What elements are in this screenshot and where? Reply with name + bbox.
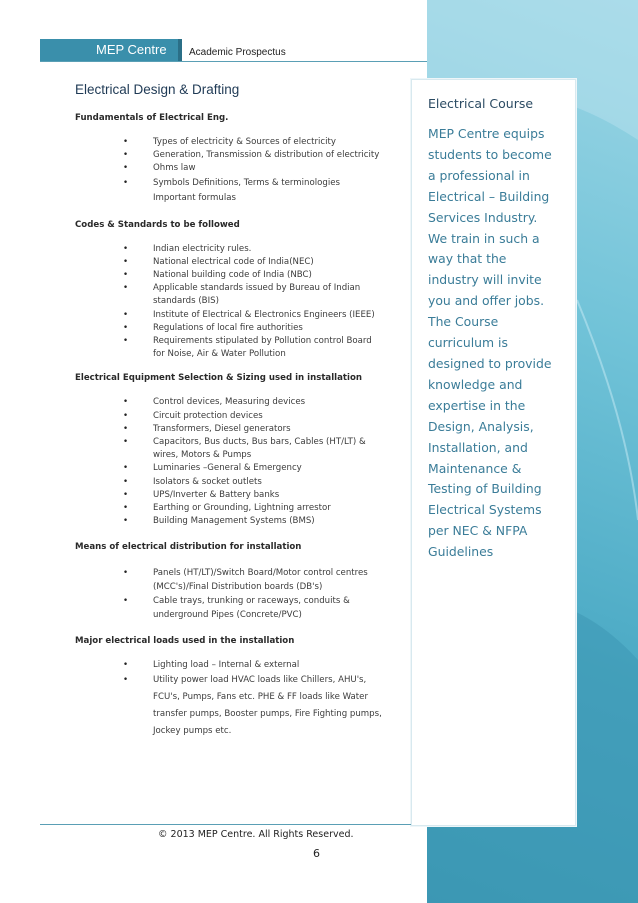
bullet-icon: •	[123, 595, 129, 606]
list-item	[123, 410, 385, 423]
item-text: Types of electricity & Sources of electricity	[153, 137, 336, 147]
item-text: Symbols Definitions, Terms & terminologies	[153, 177, 341, 188]
topic-list	[123, 136, 385, 206]
item-text: Earthing or Grounding, Lightning arrestor	[153, 503, 331, 514]
header-subtitle: Academic Prospectus	[189, 47, 286, 58]
topic-list	[123, 243, 385, 362]
bullet-icon: •	[123, 283, 129, 294]
course-line: Services Industry.	[428, 209, 538, 225]
list-item	[123, 489, 385, 502]
bullet-icon: •	[123, 270, 129, 281]
list-item	[123, 256, 385, 269]
brand-name: MEP Centre	[96, 42, 167, 57]
item-text: Important formulas	[153, 192, 236, 203]
course-panel	[411, 79, 576, 826]
item-text: Indian electricity rules.	[153, 243, 252, 254]
item-text: Building Management Systems (BMS)	[153, 516, 315, 527]
item-text: Ohms law	[153, 163, 196, 174]
bullet-icon: •	[123, 476, 129, 487]
bullet-icon: •	[123, 150, 129, 161]
course-line: Electrical Systems	[428, 502, 542, 518]
list-item	[123, 176, 385, 191]
course-title: Electrical Course	[428, 96, 534, 111]
bullet-icon: •	[123, 659, 129, 670]
item-text: National building code of India (NBC)	[153, 270, 312, 281]
topic-list	[123, 396, 385, 528]
course-line: The Course	[428, 314, 499, 330]
course-line: Electrical – Building	[428, 188, 550, 204]
list-item-continued	[123, 191, 385, 206]
bullet-icon: •	[123, 137, 129, 147]
bullet-icon: •	[123, 568, 129, 579]
item-text: Requirements stipulated by Pollution control Board for Noise, Air & Water Pollution	[153, 336, 372, 360]
topic-list	[123, 659, 385, 740]
course-line: Maintenance &	[428, 460, 522, 476]
bullet-icon: •	[123, 437, 129, 448]
bullet-icon: •	[123, 675, 129, 686]
bullet-icon: •	[123, 397, 129, 408]
bullet-icon: •	[123, 177, 129, 188]
item-text: Isolators & socket outlets	[153, 476, 262, 487]
list-item	[123, 136, 385, 149]
section-heading: Means of electrical distribution for installation	[75, 542, 302, 553]
list-item	[123, 269, 385, 282]
list-item	[123, 396, 385, 409]
course-line: expertise in the	[428, 397, 526, 413]
course-line: curriculum is	[428, 335, 508, 351]
bullet-icon: •	[123, 336, 129, 347]
list-item	[123, 502, 385, 515]
footer-divider	[40, 824, 411, 825]
course-line: industry will invite	[428, 272, 542, 288]
list-item	[123, 462, 385, 475]
item-text: Applicable standards issued by Bureau of Indian standards (BIS)	[153, 283, 361, 307]
list-item	[123, 423, 385, 436]
bullet-icon: •	[123, 503, 129, 514]
item-text: Institute of Electrical & Electronics Engineers (IEEE)	[153, 309, 375, 320]
list-item	[123, 322, 385, 335]
item-text: Cable trays, trunking or raceways, conduits & underground Pipes (Concrete/PVC)	[153, 595, 350, 620]
course-line: knowledge and	[428, 376, 523, 392]
course-line: designed to provide	[428, 355, 552, 371]
list-item	[123, 436, 385, 462]
course-line: MEP Centre equips	[428, 126, 545, 141]
item-text: Luminaries –General & Emergency	[153, 463, 302, 474]
list-item	[123, 149, 385, 162]
course-line: Installation, and	[428, 439, 528, 455]
list-item	[123, 309, 385, 322]
item-text: UPS/Inverter & Battery banks	[153, 489, 280, 500]
bullet-icon: •	[123, 322, 129, 333]
header-divider	[40, 61, 427, 62]
section-heading: Codes & Standards to be followed	[75, 219, 240, 230]
copyright-text: © 2013 MEP Centre. All Rights Reserved.	[158, 829, 354, 840]
list-item	[123, 335, 385, 361]
item-text: Panels (HT/LT)/Switch Board/Motor control centres (MCC's)/Final Distribution boards (DB's)	[153, 568, 368, 592]
item-text: Control devices, Measuring devices	[153, 397, 306, 408]
topic-list	[123, 567, 385, 621]
item-text: Utility power load HVAC loads like Chillers, AHU's, FCU's, Pumps, Fans etc. PHE & FF loads like Water transfer pumps, Booster pumps, Fire Fighting pumps, Jockey pumps etc.	[153, 675, 382, 737]
bullet-icon: •	[123, 163, 129, 174]
item-text: Generation, Transmission & distribution of electricity	[153, 150, 380, 161]
item-text: Regulations of local fire authorities	[153, 322, 303, 333]
course-line: a professional in	[428, 167, 530, 183]
course-line: We train in such a	[428, 230, 540, 246]
item-text: Lighting load – Internal & external	[153, 659, 300, 670]
list-item	[123, 594, 385, 622]
course-line: way that the	[428, 251, 507, 267]
list-item	[123, 162, 385, 175]
list-item	[123, 672, 385, 740]
page-number: 6	[313, 847, 320, 860]
course-line: Guidelines	[428, 544, 494, 560]
list-item	[123, 282, 385, 308]
bullet-icon: •	[123, 423, 129, 434]
bullet-icon: •	[123, 243, 129, 254]
bullet-icon: •	[123, 516, 129, 527]
course-description	[428, 124, 568, 563]
item-text: Transformers, Diesel generators	[153, 423, 291, 434]
list-item	[123, 567, 385, 593]
course-line: Testing of Building	[428, 481, 542, 497]
bullet-icon: •	[123, 256, 129, 267]
section-heading: Major electrical loads used in the installation	[75, 635, 295, 646]
list-item	[123, 659, 385, 672]
bullet-icon: •	[123, 410, 129, 421]
course-line: per NEC & NFPA	[428, 523, 528, 539]
bullet-icon: •	[123, 489, 129, 500]
page-title: Electrical Design & Drafting	[75, 82, 240, 97]
item-text: Circuit protection devices	[153, 410, 263, 421]
list-item	[123, 476, 385, 489]
syllabus-content	[75, 113, 395, 740]
list-item	[123, 243, 385, 256]
course-line: Design, Analysis,	[428, 418, 534, 434]
item-text: Capacitors, Bus ducts, Bus bars, Cables (HT/LT) & wires, Motors & Pumps	[153, 437, 366, 461]
bullet-icon: •	[123, 463, 129, 474]
course-line: students to become	[428, 146, 552, 162]
item-text: National electrical code of India(NEC)	[153, 256, 314, 267]
list-item	[123, 515, 385, 528]
bullet-icon: •	[123, 309, 129, 320]
course-line: you and offer jobs.	[428, 293, 545, 309]
section-heading: Electrical Equipment Selection & Sizing used in installation	[75, 373, 362, 384]
section-heading: Fundamentals of Electrical Eng.	[75, 113, 229, 123]
